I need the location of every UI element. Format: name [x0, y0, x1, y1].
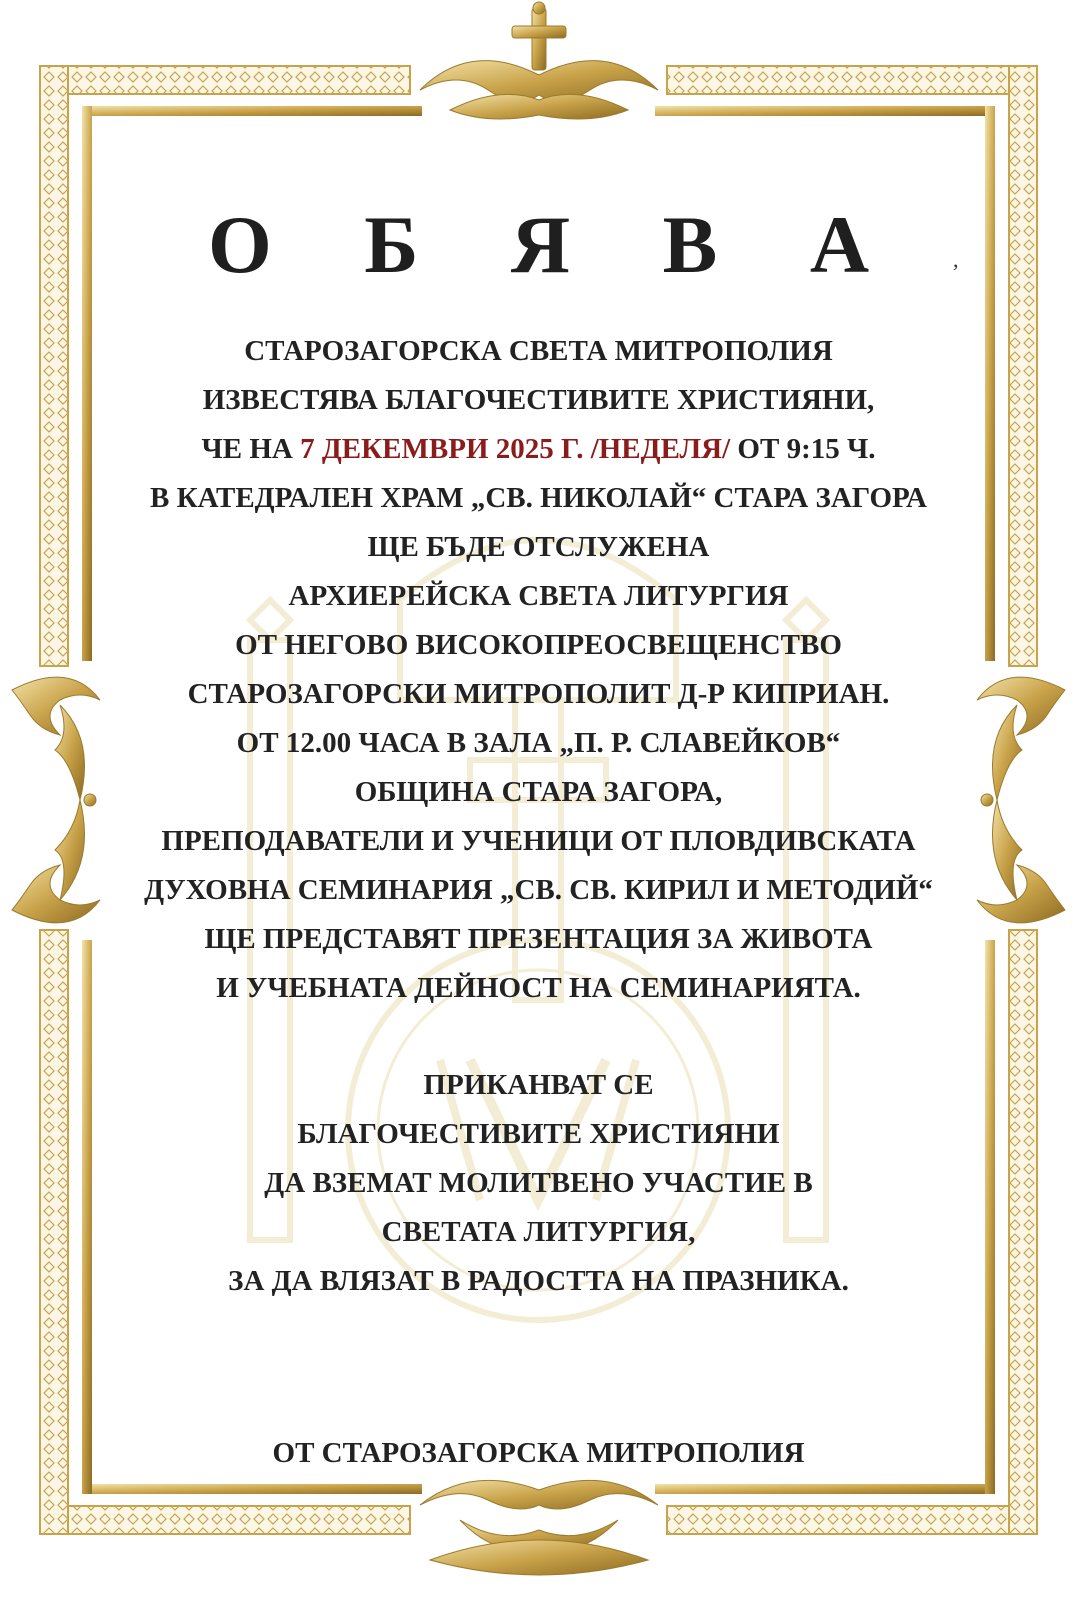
text-line: АРХИЕРЕЙСКА СВЕТА ЛИТУРГИЯ — [288, 580, 789, 612]
text-line: ОТ НЕГОВО ВИСОКОПРЕОСВЕЩЕНСТВО — [235, 629, 842, 661]
text-line: ОБЩИНА СТАРА ЗАГОРА, — [354, 776, 723, 808]
invitation-line: БЛАГОЧЕСТИВИТЕ ХРИСТИЯНИ — [297, 1118, 780, 1150]
text-line: ДУХОВНА СЕМИНАРИЯ „СВ. СВ. КИРИЛ И МЕТОДИЙ“ — [144, 874, 933, 906]
stray-mark: , — [953, 247, 959, 272]
date-line — [110, 425, 967, 474]
text-line: СТАРОЗАГОРСКИ МИТРОПОЛИТ Д-Р КИПРИАН. — [187, 678, 890, 710]
date-suffix: ОТ 9:15 Ч. — [730, 433, 876, 465]
spacer — [110, 1013, 967, 1061]
text-line: В КАТЕДРАЛЕН ХРАМ „СВ. НИКОЛАЙ“ СТАРА ЗАГОРА — [149, 482, 927, 514]
left-flourish — [12, 677, 100, 923]
bottom-ornament — [420, 1480, 658, 1575]
invitation-line: ПРИКАНВАТ СЕ — [423, 1069, 654, 1101]
text-line: ОТ 12.00 ЧАСА В ЗАЛА „П. Р. СЛАВЕЙКОВ“ — [236, 727, 841, 759]
top-cross-ornament — [420, 2, 658, 119]
text-line: ИЗВЕСТЯВА БЛАГОЧЕСТИВИТЕ ХРИСТИЯНИ, — [202, 384, 875, 416]
invitation-line: СВЕТАТА ЛИТУРГИЯ, — [381, 1216, 696, 1248]
invitation-line: ЗА ДА ВЛЯЗАТ В РАДОСТТА НА ПРАЗНИКА. — [228, 1265, 849, 1297]
announcement-body — [110, 327, 967, 1306]
text-line: ЩЕ БЪДЕ ОТСЛУЖЕНА — [367, 531, 710, 563]
signature: ОТ СТАРОЗАГОРСКА МИТРОПОЛИЯ — [272, 1437, 805, 1469]
text-line: ЩЕ ПРЕДСТАВЯТ ПРЕЗЕНТАЦИЯ ЗА ЖИВОТА — [204, 923, 873, 955]
invitation-line: ДА ВЗЕМАТ МОЛИТВЕНО УЧАСТИЕ В — [264, 1167, 813, 1199]
page-title: О Б Я В А — [207, 199, 906, 290]
text-line: СТАРОЗАГОРСКА СВЕТА МИТРОПОЛИЯ — [244, 335, 833, 367]
right-flourish — [977, 677, 1065, 923]
date-prefix: ЧЕ НА — [201, 433, 301, 465]
date-highlight: 7 ДЕКЕМВРИ 2025 Г. /НЕДЕЛЯ/ — [300, 433, 731, 465]
text-line: ПРЕПОДАВАТЕЛИ И УЧЕНИЦИ ОТ ПЛОВДИВСКАТА — [161, 825, 916, 857]
text-line: И УЧЕБНАТА ДЕЙНОСТ НА СЕМИНАРИЯТА. — [216, 972, 861, 1004]
